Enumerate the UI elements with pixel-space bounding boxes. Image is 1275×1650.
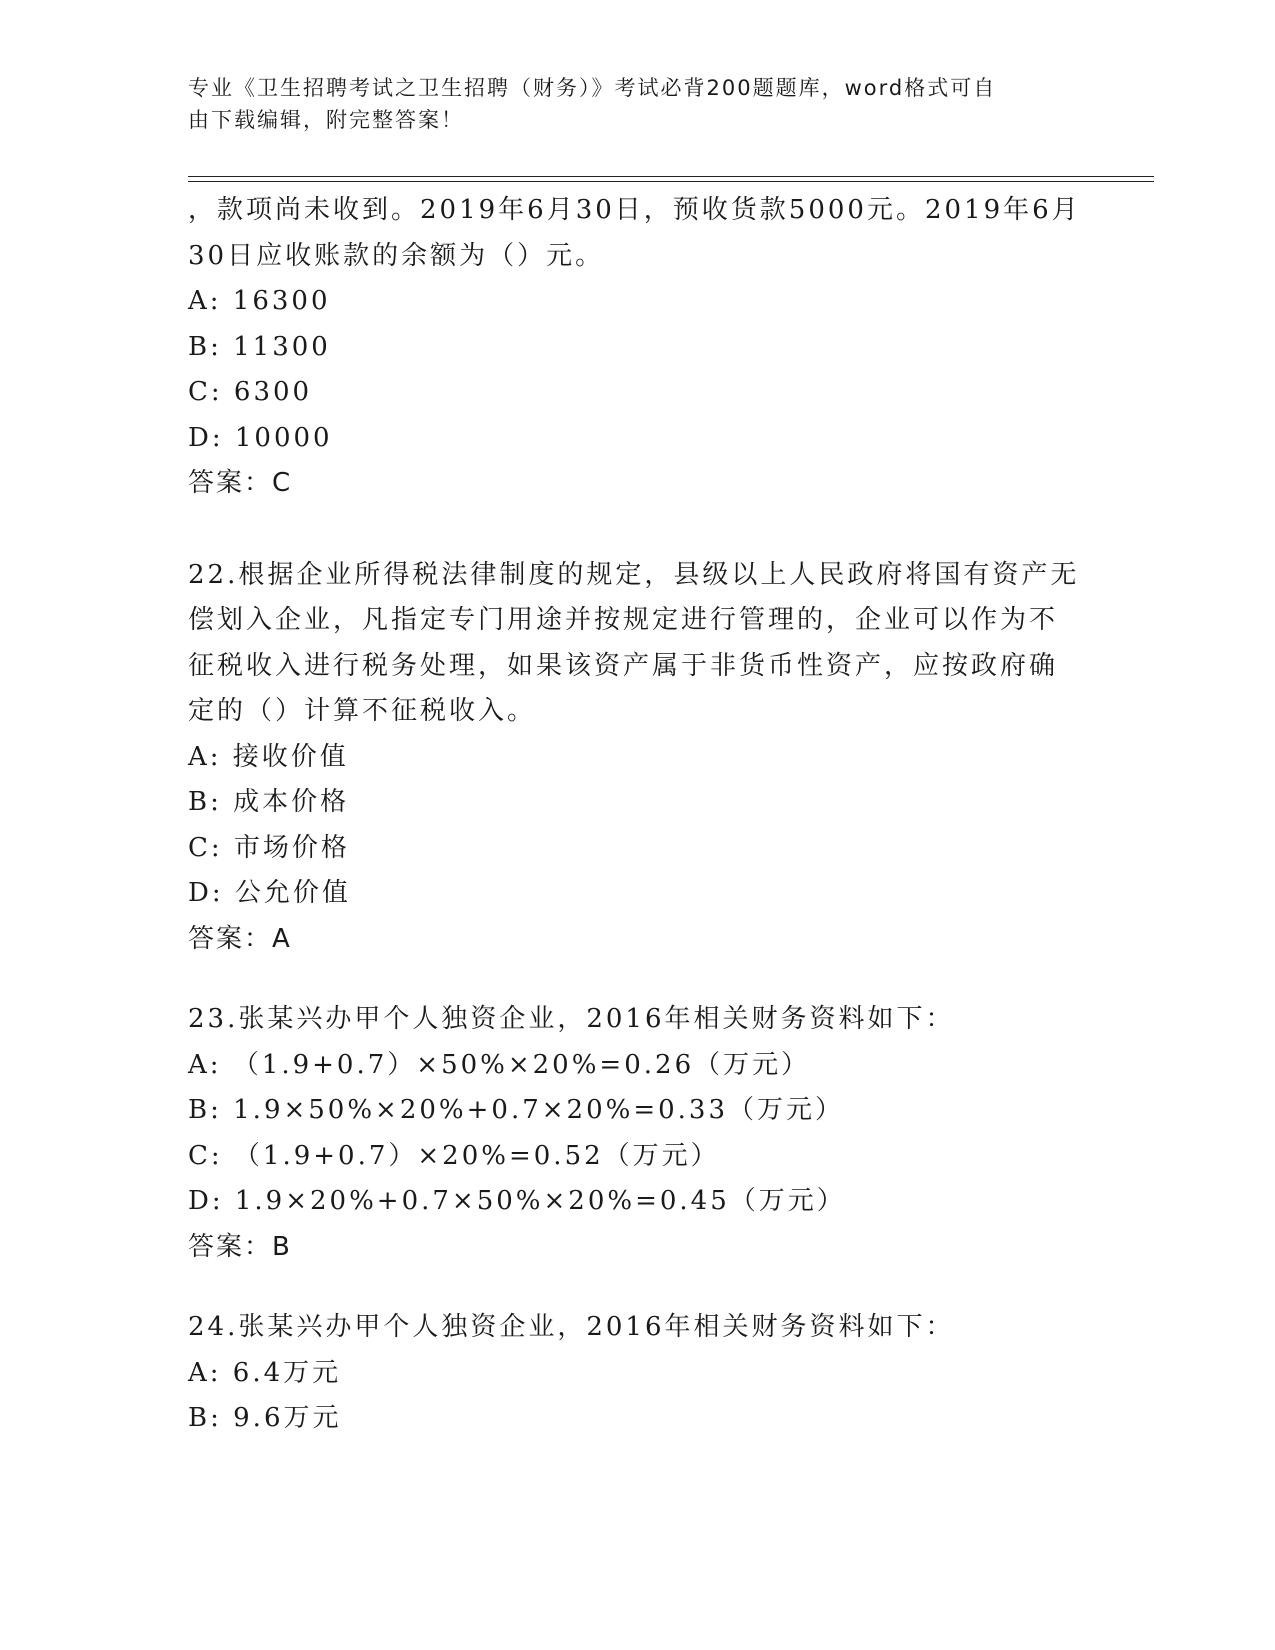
question-23 [188, 997, 1088, 1270]
answer-line: 答案：C [188, 468, 293, 498]
option-b: B: 1.9×50%×20%+0.7×20%=0.33（万元） [188, 1095, 845, 1125]
spacer [188, 962, 1088, 997]
option-c: C: 市场价格 [188, 832, 350, 863]
question-stem-line: 偿划入企业，凡指定专门用途并按规定进行管理的，企业可以作为不 [188, 605, 1059, 635]
question-stem-line: 23.张某兴办甲个人独资企业，2016年相关财务资料如下： [188, 1004, 955, 1034]
option-d: D: 公允价值 [188, 878, 351, 908]
option-b: B: 成本价格 [188, 787, 350, 817]
option-a: A: 16300 [188, 286, 331, 316]
option-b: B: 11300 [188, 331, 331, 362]
answer-line: 答案：B [188, 1231, 292, 1262]
question-stem-line: 30日应收账款的余额为（）元。 [188, 240, 605, 271]
document-header [188, 72, 1068, 136]
question-stem-line: 24.张某兴办甲个人独资企业，2016年相关财务资料如下： [188, 1312, 955, 1342]
question-24 [188, 1305, 1088, 1442]
question-22 [188, 553, 1088, 963]
header-title-line-1: 专业《卫生招聘考试之卫生招聘（财务）》考试必背200题题库，word格式可自 [188, 76, 997, 100]
option-c: C: （1.9+0.7）×20%=0.52（万元） [188, 1140, 720, 1171]
question-stem-line: 征税收入进行税务处理，如果该资产属于非货币性资产，应按政府确 [188, 650, 1059, 681]
header-title-line-2: 由下载编辑，附完整答案！ [188, 108, 464, 132]
question-list [188, 188, 1088, 1442]
spacer [188, 507, 1088, 553]
question-stem-line: ，款项尚未收到。2019年6月30日，预收货款5000元。2019年6月 [188, 195, 1081, 225]
option-c: C: 6300 [188, 377, 313, 407]
question-stem-line: 定的（）计算不征税收入。 [188, 696, 537, 726]
question-stem-line: 22.根据企业所得税法律制度的规定，县级以上人民政府将国有资产无 [188, 559, 1080, 590]
answer-line: 答案：A [188, 923, 292, 954]
spacer [188, 1270, 1088, 1305]
option-a: A: 接收价值 [188, 741, 349, 772]
option-b: B: 9.6万元 [188, 1403, 342, 1433]
option-d: D: 10000 [188, 422, 333, 453]
option-a: A: （1.9+0.7）×50%×20%=0.26（万元） [188, 1049, 811, 1080]
option-d: D: 1.9×20%+0.7×50%×20%=0.45（万元） [188, 1186, 846, 1216]
header-divider-bottom [188, 181, 1154, 182]
header-divider-top [188, 176, 1154, 177]
question-21 [188, 188, 1088, 507]
option-a: A: 6.4万元 [188, 1357, 342, 1388]
